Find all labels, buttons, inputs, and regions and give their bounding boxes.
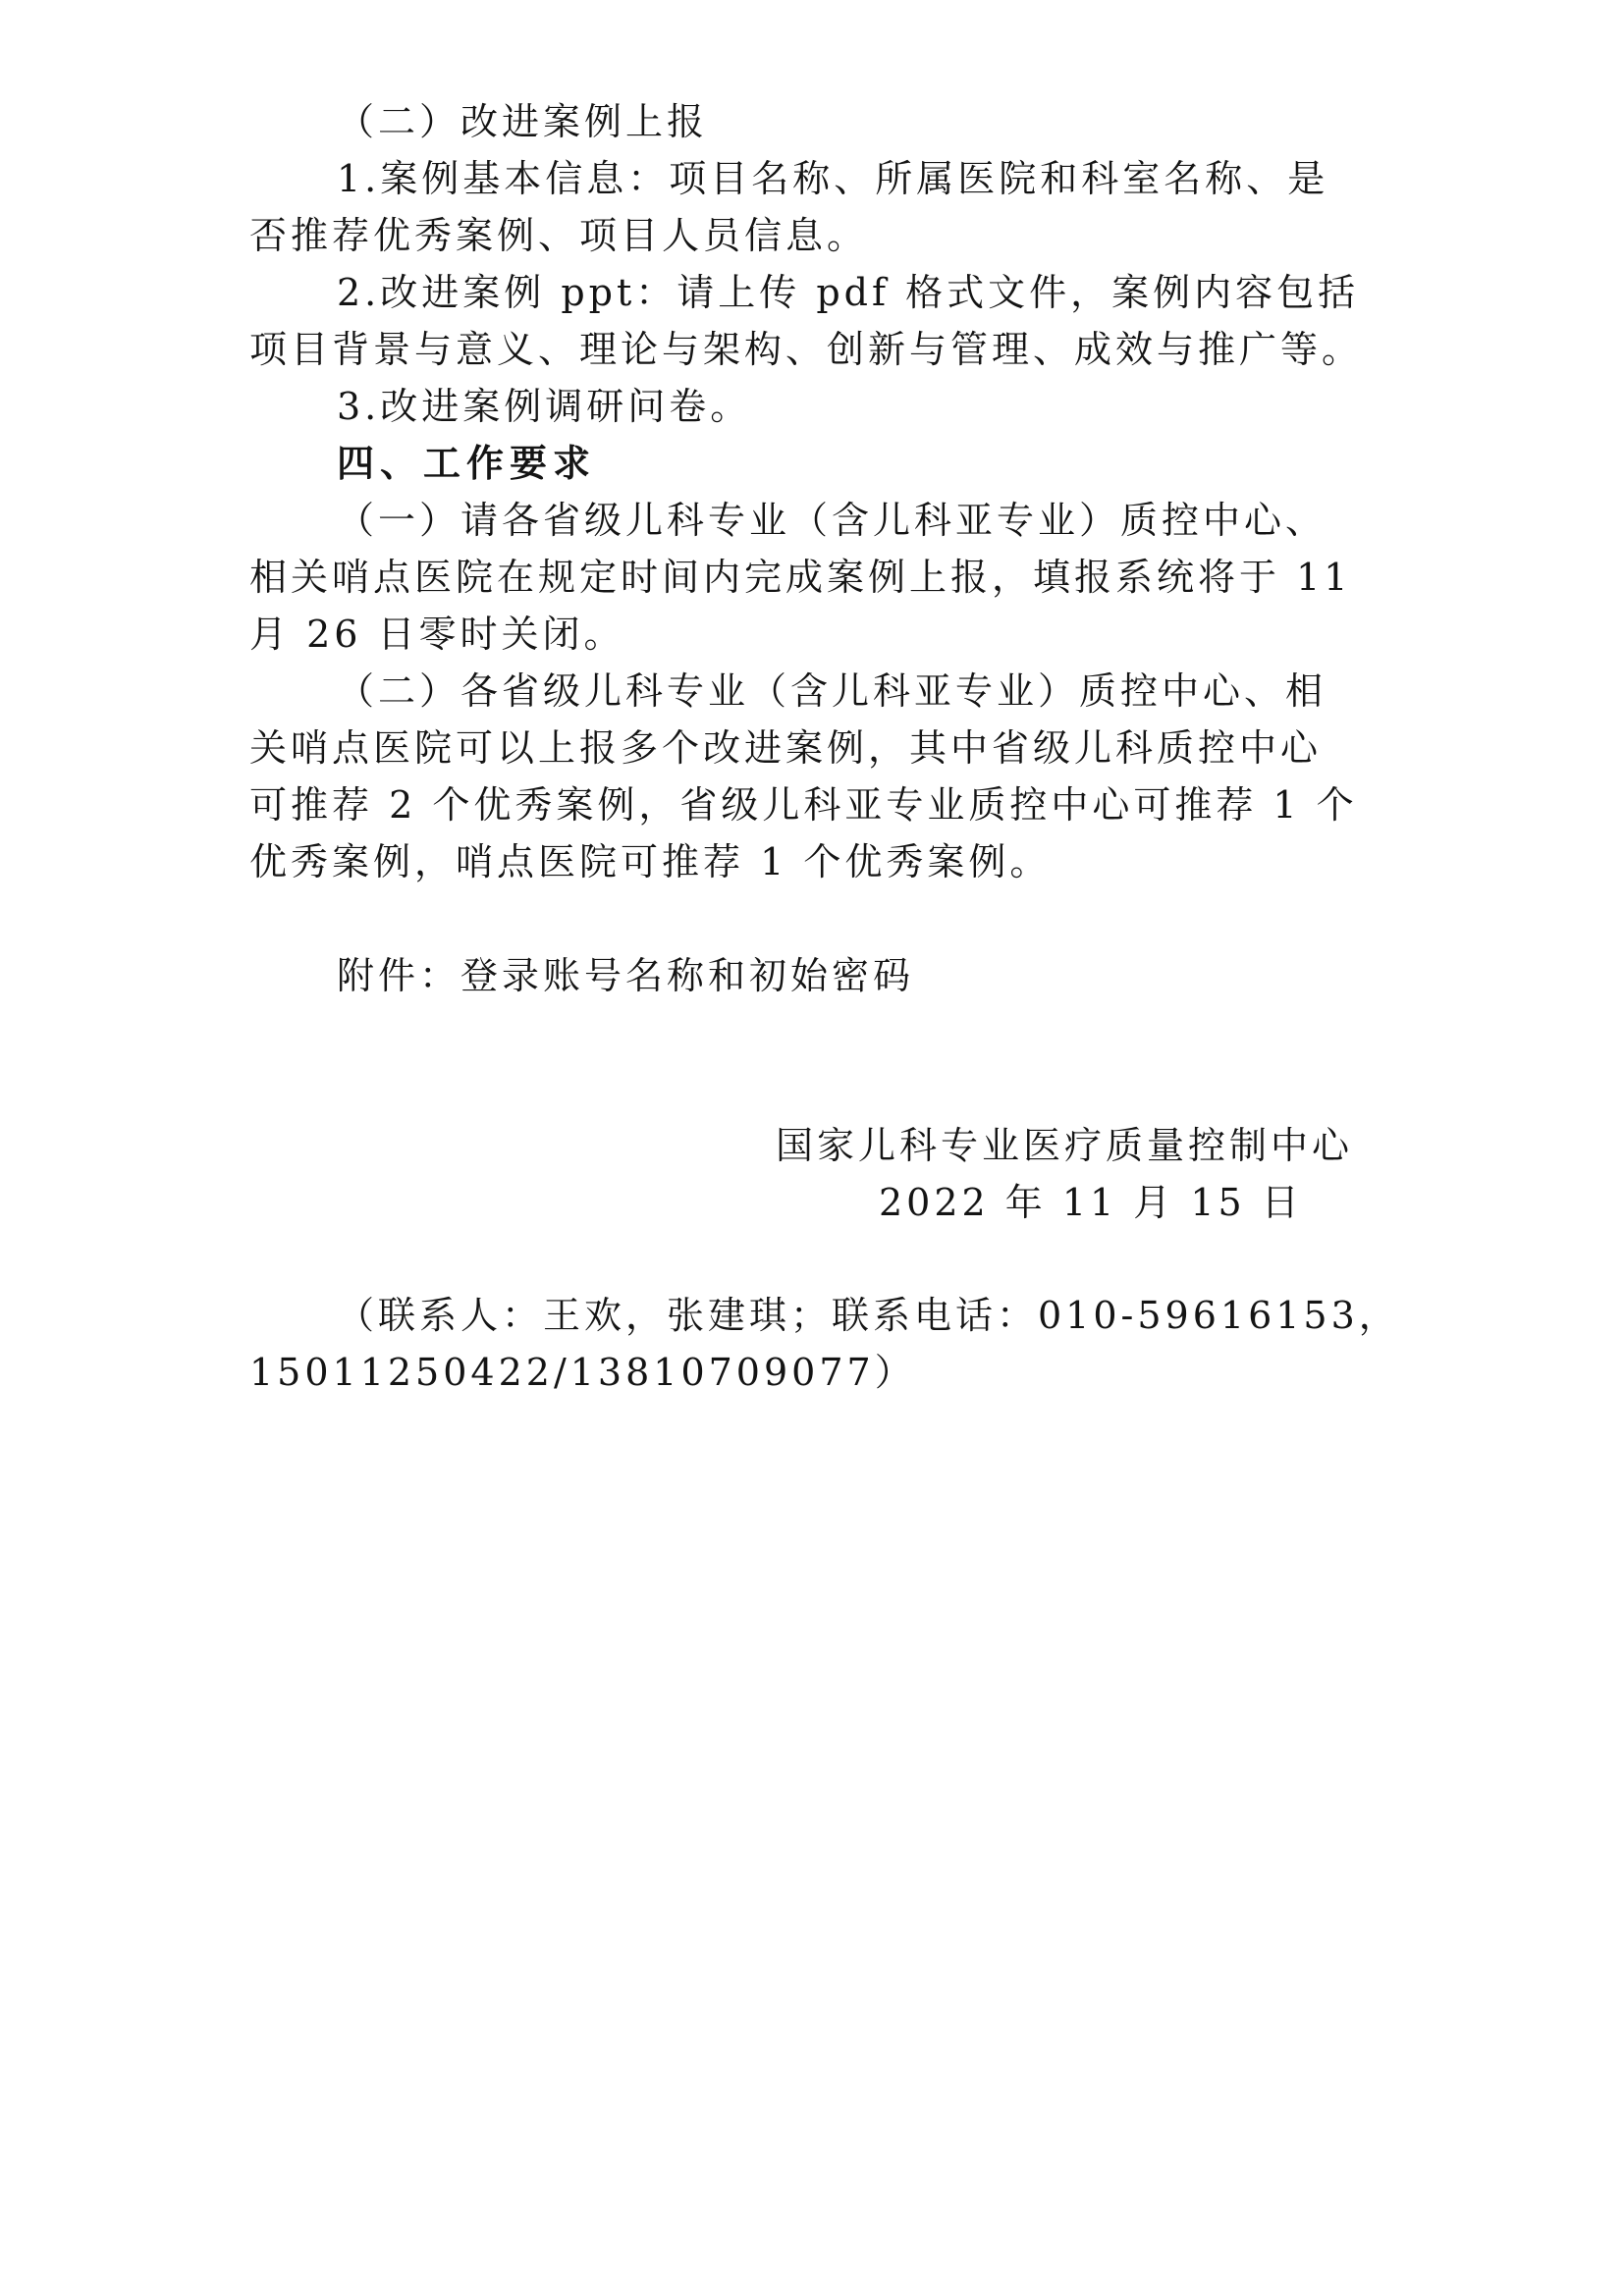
item-3: 3.改进案例调研问卷。: [337, 385, 752, 428]
item-2-line-1: 2.改进案例 ppt：请上传 pdf 格式文件，案例内容包括: [337, 271, 1360, 314]
requirement-1-line-2: 相关哨点医院在规定时间内完成案例上报，填报系统将于 11: [249, 556, 1352, 599]
item-2-line-2: 项目背景与意义、理论与架构、创新与管理、成效与推广等。: [249, 328, 1364, 371]
item-1-line-1: 1.案例基本信息：项目名称、所属医院和科室名称、是: [337, 157, 1329, 200]
contact-line-1: （联系人：王欢，张建琪；联系电话：010-59616153，: [337, 1294, 1400, 1337]
item-1-line-2: 否推荐优秀案例、项目人员信息。: [249, 214, 869, 257]
requirement-2-line-4: 优秀案例，哨点医院可推荐 1 个优秀案例。: [249, 840, 1052, 883]
requirement-2-line-3: 可推荐 2 个优秀案例，省级儿科亚专业质控中心可推荐 1 个: [249, 783, 1358, 827]
requirement-2-line-1: （二）各省级儿科专业（含儿科亚专业）质控中心、相: [337, 669, 1327, 713]
attachment-note: 附件：登录账号名称和初始密码: [337, 954, 915, 997]
requirement-1-line-1: （一）请各省级儿科专业（含儿科亚专业）质控中心、: [337, 499, 1327, 542]
issuer-signature: 国家儿科专业医疗质量控制中心: [776, 1124, 1354, 1167]
issue-date: 2022 年 11 月 15 日: [879, 1181, 1303, 1224]
requirement-1-line-3: 月 26 日零时关闭。: [249, 613, 625, 656]
heading-work-requirements: 四、工作要求: [337, 441, 597, 485]
section-2-title: （二）改进案例上报: [337, 100, 709, 143]
requirement-2-line-2: 关哨点医院可以上报多个改进案例，其中省级儿科质控中心: [249, 726, 1323, 770]
contact-line-2: 15011250422/13810709077）: [249, 1351, 916, 1394]
